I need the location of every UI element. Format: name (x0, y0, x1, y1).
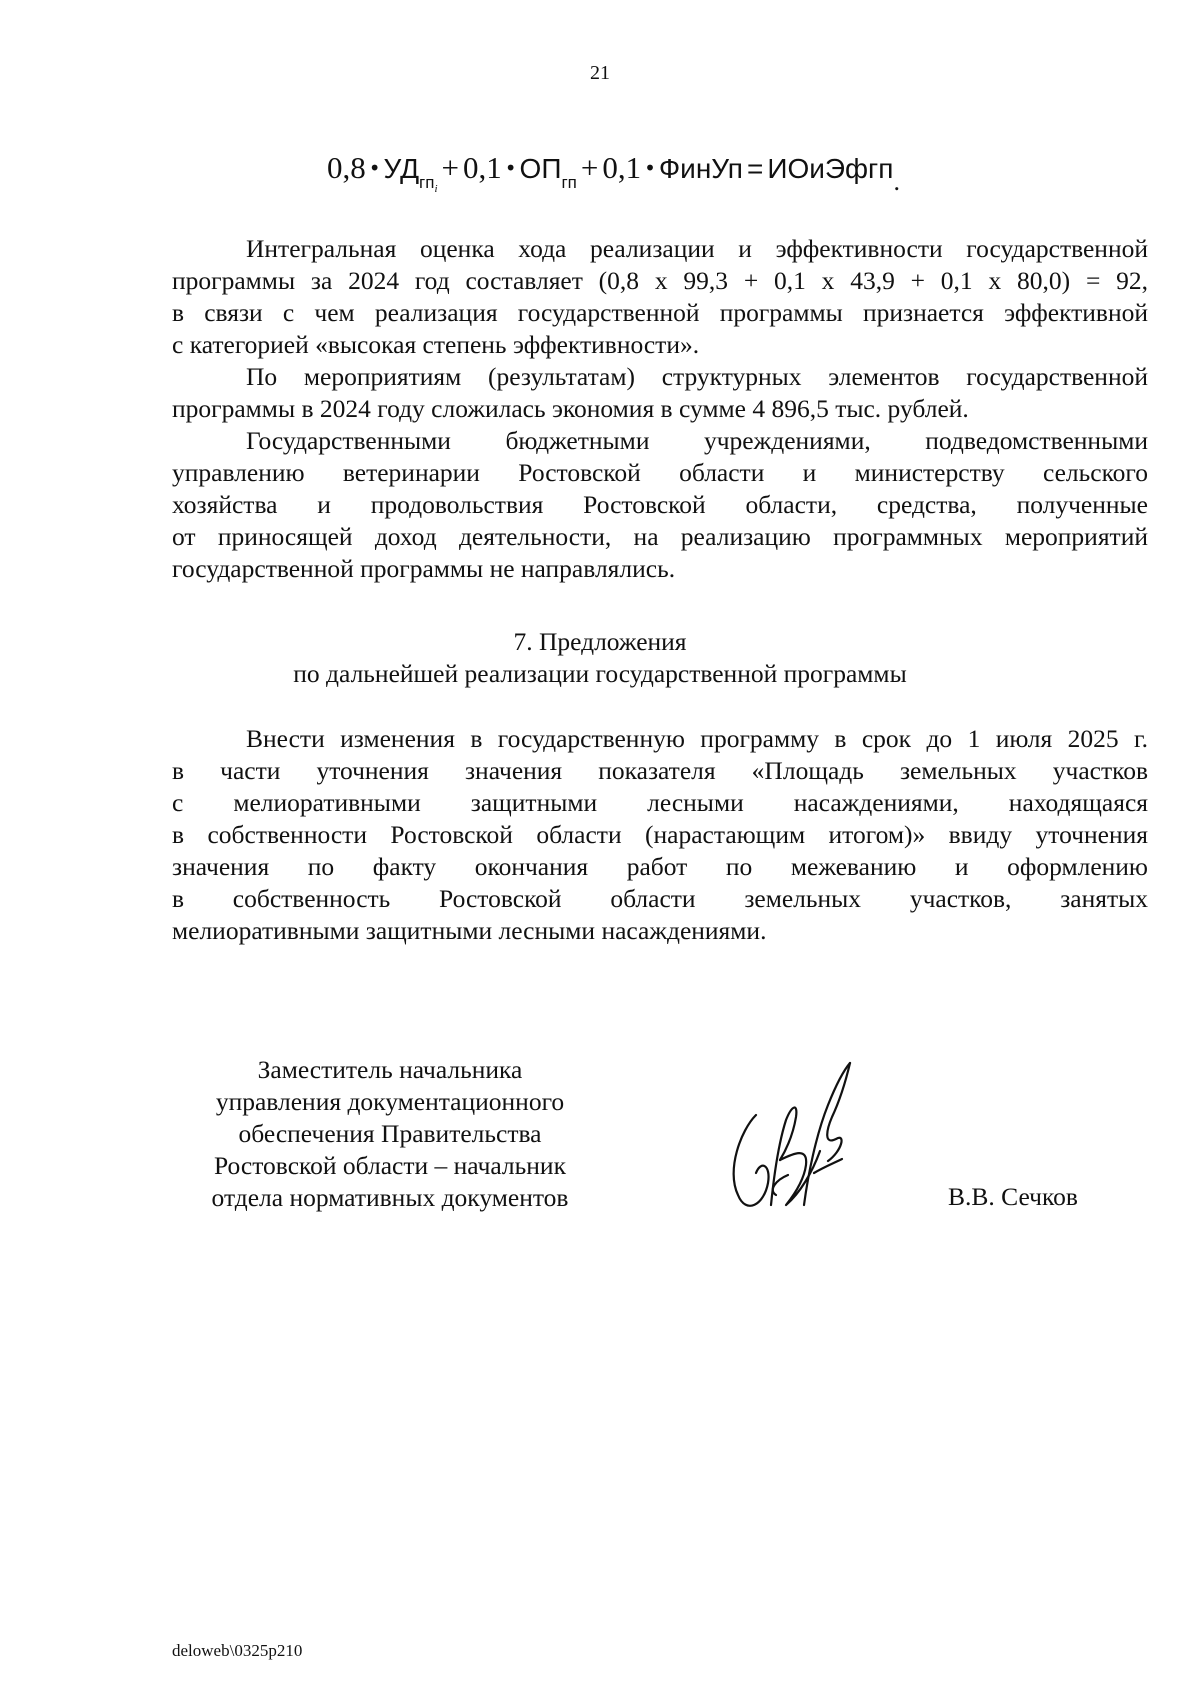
formula-var-ud-index: i (434, 183, 438, 195)
position-line: обеспечения Правительства (238, 1119, 542, 1148)
formula-coef-1: 0,8 (327, 150, 366, 185)
text-line: значения по факту окончания работ по межеванию и оформлению (172, 852, 1148, 881)
handwritten-signature (716, 1055, 866, 1225)
text-line: управлению ветеринарии Ростовской области и министерству сельского (172, 458, 1148, 487)
page-number: 21 (590, 62, 610, 84)
section-7-heading (0, 626, 1200, 690)
formula-coef-2: 0,1 (463, 150, 502, 185)
section-title-line-2: по дальнейшей реализации государственной программы (293, 659, 907, 688)
text-line: с категорией «высокая степень эффективности». (172, 330, 700, 359)
formula-var-op-sub: гп (561, 173, 577, 192)
position-line: отдела нормативных документов (211, 1183, 569, 1212)
integral-score-formula (327, 150, 900, 200)
text-line: с мелиоративными защитными лесными насаждениями, находящаяся (172, 788, 1148, 817)
text-line: от приносящей доход деятельности, на реализацию программных мероприятий (172, 522, 1148, 551)
paragraph-proposals (172, 723, 1148, 947)
formula-plus-2: + (580, 150, 599, 185)
text-line: Государственными бюджетными учреждениями, подведомственными (246, 426, 1148, 455)
paragraph-integral-score (172, 233, 1148, 361)
position-line: Ростовской области – начальник (214, 1151, 566, 1180)
text-line: в собственность Ростовской области земельных участков, занятых (172, 884, 1148, 913)
formula-equals: = (746, 153, 764, 184)
formula-coef-3: 0,1 (602, 150, 642, 185)
multiply-dot-icon: • (644, 156, 656, 180)
formula-result: ИОиЭфгп (767, 153, 894, 184)
text-line: государственной программы не направлялись. (172, 554, 676, 583)
formula-period: . (893, 167, 900, 196)
text-line: хозяйства и продовольствия Ростовской области, средства, полученные (172, 490, 1148, 519)
text-line: программы за 2024 год составляет (0,8 х 99,3 + 0,1 х 43,9 + 0,1 х 80,0) = 92, (172, 266, 1148, 295)
formula-var-ud: УД (383, 153, 420, 184)
formula-var-op: ОП (519, 153, 562, 184)
text-line: Внести изменения в государственную программу в срок до 1 июля 2025 г. (246, 724, 1148, 753)
formula-plus-1: + (441, 150, 459, 185)
multiply-dot-icon: • (368, 156, 381, 180)
signer-name: В.В. Сечков (948, 1182, 1078, 1211)
section-title-line-1: 7. Предложения (513, 627, 687, 656)
text-line: в собственности Ростовской области (нарастающим итогом)» ввиду уточнения (172, 820, 1148, 849)
position-line: управления документационного (215, 1087, 565, 1116)
formula-var-finup: ФинУп (658, 153, 743, 184)
text-line: в части уточнения значения показателя «Площадь земельных участков (172, 756, 1148, 785)
position-line: Заместитель начальника (257, 1055, 523, 1084)
paragraph-savings (172, 361, 1148, 425)
text-line: мелиоративными защитными лесными насаждениями. (172, 916, 767, 945)
text-line: программы в 2024 году сложилась экономия в сумме 4 896,5 тыс. рублей. (172, 394, 969, 423)
formula-var-ud-sub: гп (419, 173, 435, 192)
document-id-footer: deloweb\0325p210 (172, 1641, 303, 1660)
text-line: в связи с чем реализация государственной программы признается эффективной (172, 298, 1148, 327)
body-paragraphs (172, 233, 1148, 585)
signatory-position (170, 1054, 610, 1214)
multiply-dot-icon: • (504, 156, 517, 180)
paragraph-institutions (172, 425, 1148, 585)
text-line: По мероприятиям (результатам) структурных элементов государственной (246, 362, 1148, 391)
text-line: Интегральная оценка хода реализации и эффективности государственной (246, 234, 1148, 263)
